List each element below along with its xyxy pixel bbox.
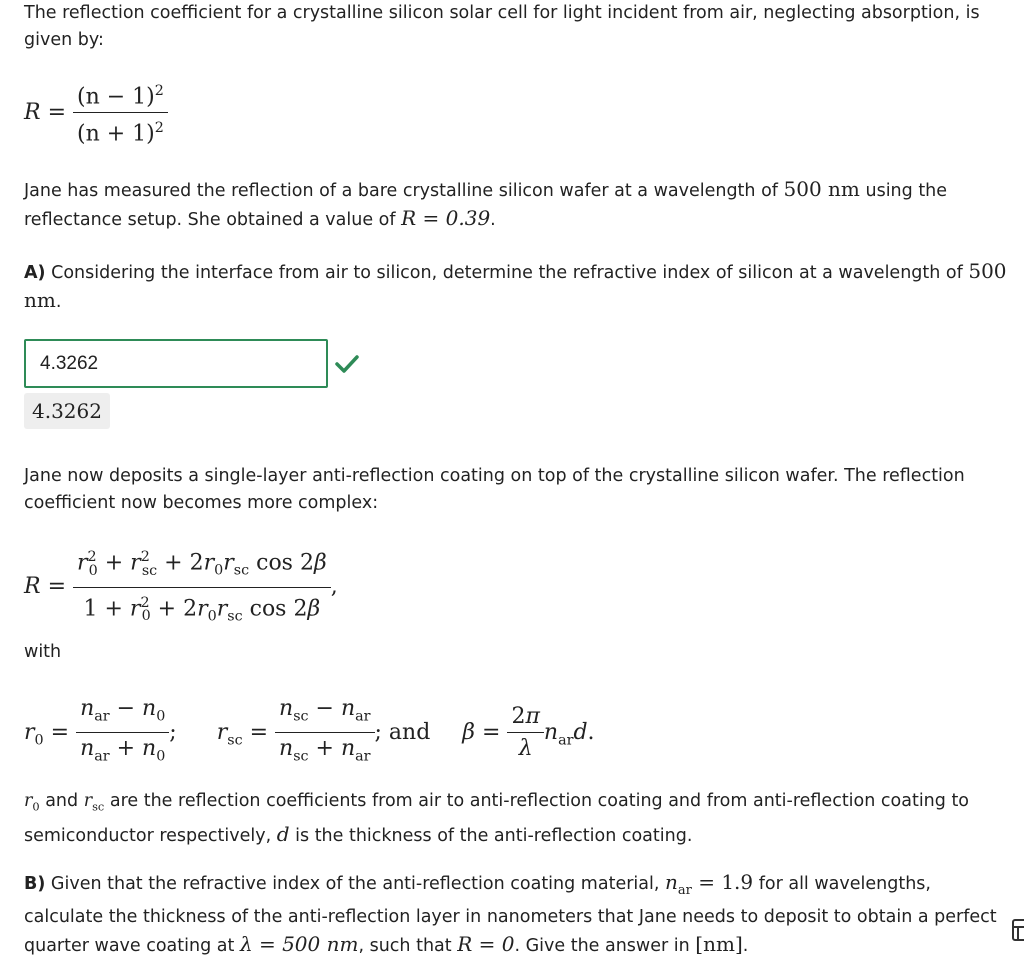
coefficient-description: $r_0$ and $r_{sc}$ are the reflection coefficients from air to anti-reflection coating and from anti-reflection coating to semiconductor respectively, d is the thickness of the anti-reflection coating. xyxy=(24,791,970,846)
check-icon xyxy=(335,354,359,374)
calculator-icon[interactable] xyxy=(1011,918,1024,942)
part-b-question: B) Given that the refractive index of the anti-reflection coating material, $n_{ar} = 1.9$ for all wavelengths, calculate the thickness of the anti-reflection layer in nanometers that Jane needs to deposit to obtain a perfect quarter wave coating at λ = 500 nm, such that R = 0. Give the answer in [nm]. xyxy=(24,870,997,956)
complex-reflection-equation: R = $\frac{r^2_0 + r^2_{sc} + 2r_0r_{sc} \cos 2\beta}{1 + r^2_0 + 2r_0r_{sc} \cos 2\beta}$ , xyxy=(24,544,338,630)
answer-a-input[interactable]: 4.3262 xyxy=(24,339,328,388)
coating-intro-text: Jane now deposits a single-layer anti-reflection coating on top of the crystalline silicon wafer. The reflection coefficient now becomes more complex: xyxy=(24,466,965,513)
coefficient-definitions: $r_0$ = $\frac{n_{ar} - n_0}{n_{ar} + n_0}$ ; $r_{sc}$ = $\frac{n_{sc} - n_{ar}}{n_{sc} + n_{ar}}$ ; and β = $\frac{2\pi}{\lambda}$ $n_{ar}d$. xyxy=(24,696,595,765)
reflection-equation: R = $\frac{(n - 1)^2}{(n + 1)^2}$ xyxy=(24,78,168,148)
measurement-text: Jane has measured the reflection of a bare crystalline silicon wafer at a wavelength of 500 nm using the reflectance setup. She obtained a value of R = 0.39. xyxy=(24,177,948,230)
with-label: with xyxy=(24,642,62,662)
intro-text: The reflection coefficient for a crystalline silicon solar cell for light incident from air, neglecting absorption, is given by: xyxy=(24,3,980,50)
part-a-question: A) Considering the interface from air to silicon, determine the refractive index of silicon at a wavelength of 500 nm. xyxy=(24,259,1007,312)
answer-a-preview: 4.3262 xyxy=(24,393,110,429)
